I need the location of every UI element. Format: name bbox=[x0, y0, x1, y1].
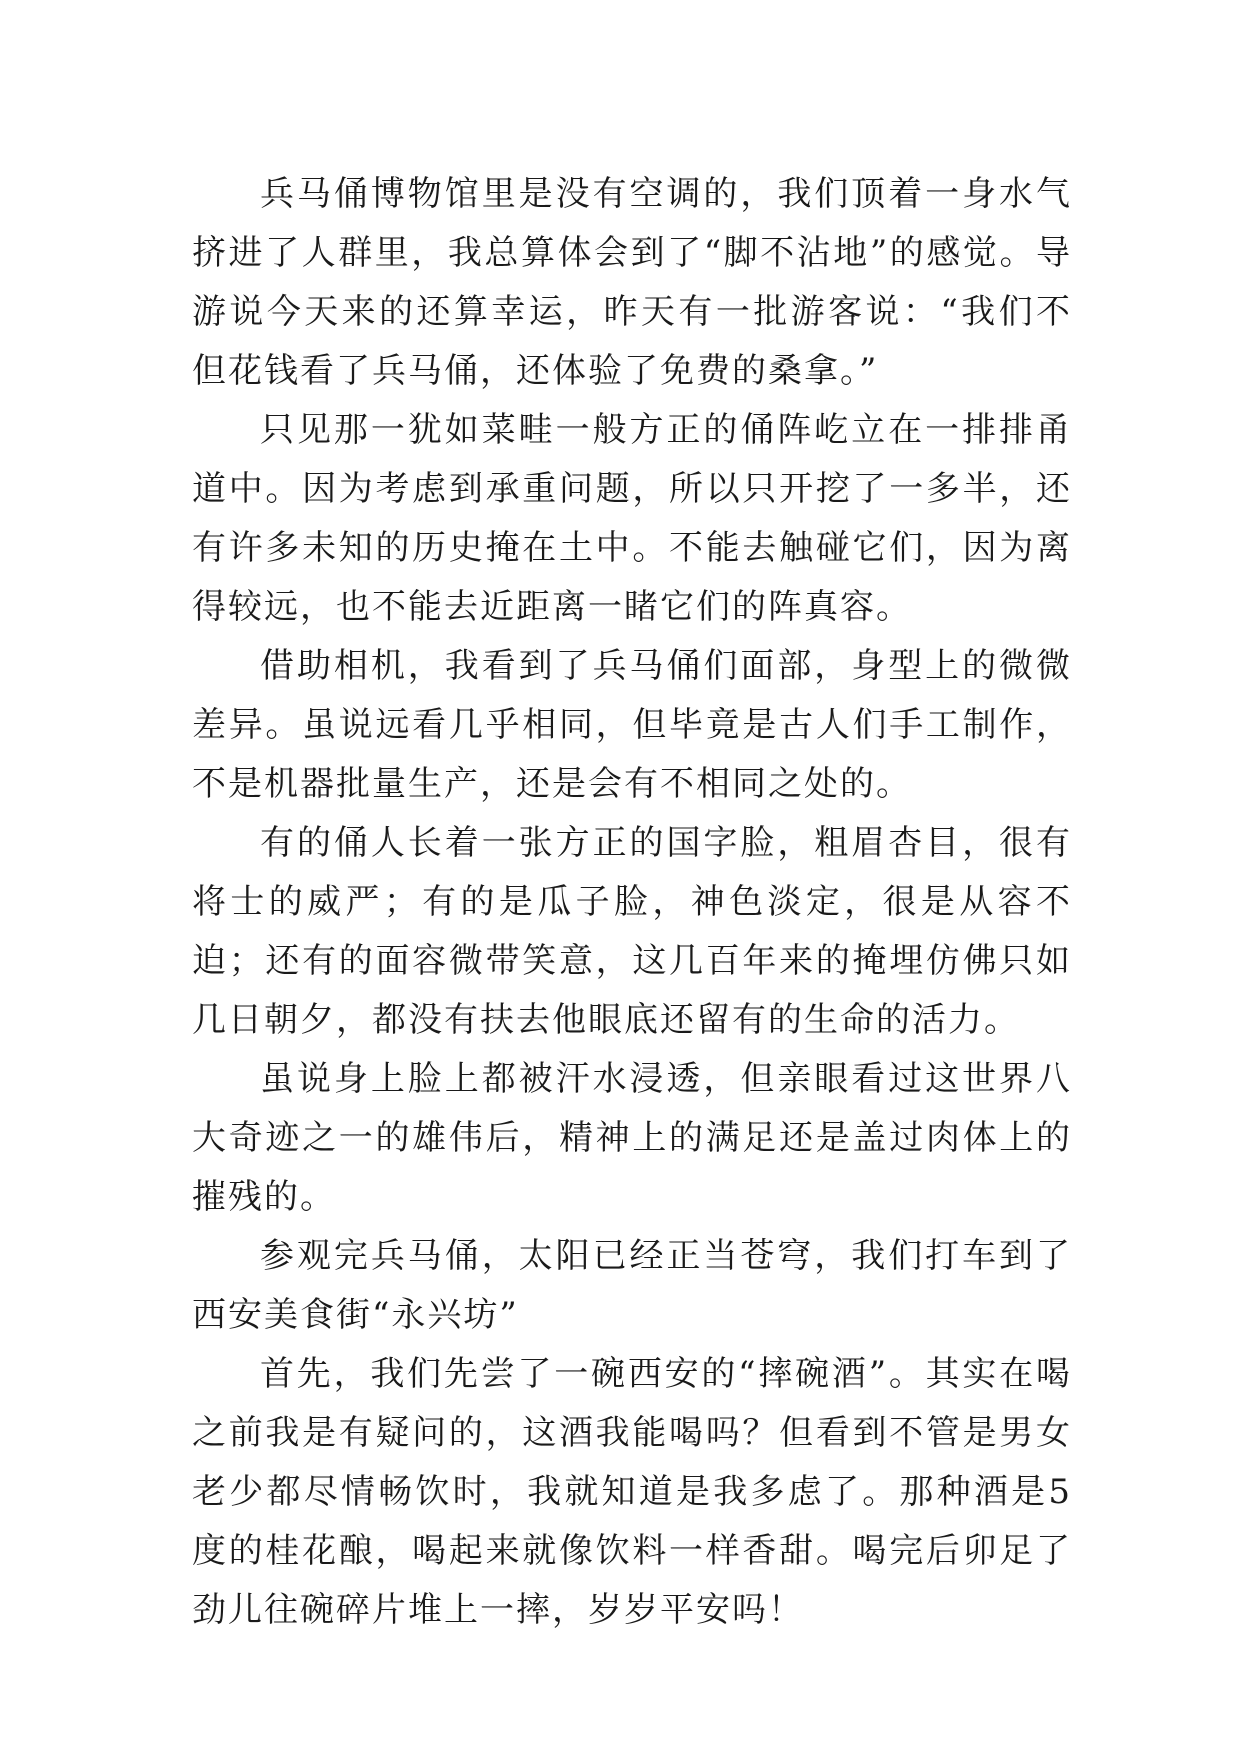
paragraph-5: 虽说身上脸上都被汗水浸透，但亲眼看过这世界八大奇迹之一的雄伟后，精神上的满足还是盖过肉体上的摧残的。 bbox=[192, 1059, 1072, 1217]
paragraph-2: 只见那一犹如菜畦一般方正的俑阵屹立在一排排甬道中。因为考虑到承重问题，所以只开挖了一多半，还有许多未知的历史掩在土中。不能去触碰它们，因为离得较远，也不能去近距离一睹它们的阵真容。 bbox=[192, 410, 1072, 627]
document-body bbox=[192, 165, 1072, 1640]
paragraph-6: 参观完兵马俑，太阳已经正当苍穹，我们打车到了西安美食街“永兴坊” bbox=[192, 1236, 1072, 1335]
paragraph-7: 首先，我们先尝了一碗西安的“摔碗酒”。其实在喝之前我是有疑问的，这酒我能喝吗？但看到不管是男女老少都尽情畅饮时，我就知道是我多虑了。那种酒是5度的桂花酿，喝起来就像饮料一样香甜。喝完后卯足了劲儿往碗碎片堆上一摔，岁岁平安吗！ bbox=[192, 1354, 1072, 1630]
paragraph-1: 兵马俑博物馆里是没有空调的，我们顶着一身水气挤进了人群里，我总算体会到了“脚不沾地”的感觉。导游说今天来的还算幸运，昨天有一批游客说：“我们不但花钱看了兵马俑，还体验了免费的桑拿。” bbox=[192, 174, 1072, 391]
paragraph-3: 借助相机，我看到了兵马俑们面部，身型上的微微差异。虽说远看几乎相同，但毕竟是古人们手工制作，不是机器批量生产，还是会有不相同之处的。 bbox=[192, 646, 1072, 804]
paragraph-4: 有的俑人长着一张方正的国字脸，粗眉杏目，很有将士的威严；有的是瓜子脸，神色淡定，很是从容不迫；还有的面容微带笑意，这几百年来的掩埋仿佛只如几日朝夕，都没有扶去他眼底还留有的生命的活力。 bbox=[192, 823, 1072, 1040]
